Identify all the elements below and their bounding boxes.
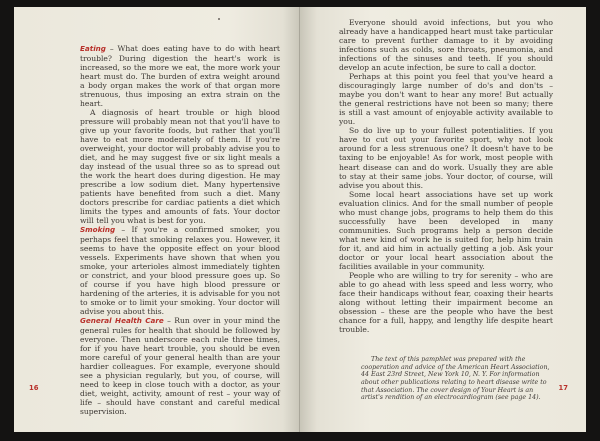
- associations-paragraph: Some local heart associations have set up work evaluation clinics. And for the small number of people who must change jobs, programs to help them do this successfully have been developed in many communities. Such programs help a person decide what new kind of work he is suited for, help him train for it, and aid him in actually getting a job. Ask your doctor or your local heart association about the facilities available in your community.: [339, 189, 553, 271]
- page-number-17: 17: [558, 384, 568, 392]
- print-mark: [218, 18, 220, 20]
- booklet-spread: [14, 7, 586, 432]
- left-page: [14, 7, 300, 432]
- footnote: The text of this pamphlet was prepared with the cooperation and advice of the American Heart Association, 44 East 23rd Street, New York 10, N. Y. For information about other publications relating to heart disease write to that Association. The cover design of Your Heart is an artist's rendition of an electrocardiogram (see page 14).: [361, 356, 550, 402]
- eating-text: – What does eating have to do with heart trouble? During digestion the heart's work is increased, so the more we eat, the more work your heart must do. The burden of extra weight around a body organ makes the work of that organ more strenuous, thus imposing an extra strain on the heart.: [80, 44, 280, 108]
- general-health-text: – Run over in your mind the general rules for health that should be followed by everyone. Then underscore each rule three times, for if you have heart trouble, you should be even more careful of your general health than are your hardier colleagues. For example, everyone should see a physician regularly, but you, of course, will need to keep in close touch with a doctor, as your diet, weight, activity, amount of rest – your way of life – should have constant and careful medical supervision.: [80, 316, 280, 416]
- eating-heading: Eating: [80, 44, 106, 53]
- right-page: [300, 7, 586, 432]
- smoking-paragraph: [80, 225, 280, 316]
- live-up-paragraph: So do live up to your fullest potentialities. If you have to cut out your favorite sport, why not look around for a less strenuous one? It doesn't have to be taxing to be enjoyable! As for work, most people with heart disease can and do work. Usually they are able to stay at their same jobs. Your doctor, of course, will advise you about this.: [339, 126, 553, 190]
- page-number-16: 16: [29, 384, 39, 392]
- diagnosis-paragraph: A diagnosis of heart trouble or high blood pressure will probably mean not that you'll have to give up your favorite foods, but rather that you'll have to eat more moderately of them. If you're overweight, your doctor will probably advise you to diet, and he may suggest five or six light meals a day instead of the usual three so as to spread out the work the heart does during digestion. He may prescribe a low sodium diet. Many hypertensive patients have benefited from such a diet. Many doctors prescribe for cardiac patients a diet which limits the types and amounts of fats. Your doctor will tell you what is best for you.: [80, 107, 280, 226]
- perhaps-paragraph: Perhaps at this point you feel that you've heard a discouragingly large number of do's and don'ts – maybe you don't want to hear any more! But actually the general restrictions have not been so many; there is still a vast amount of enjoyable activity available to you.: [339, 72, 553, 127]
- smoking-heading: Smoking: [80, 225, 116, 235]
- serenity-paragraph: People who are willing to try for serenity – who are able to go ahead with less speed and less worry, who face their handicaps without fear, coaxing their hearts along without letting their impairment become an obsession – these are the people who have the best chance for a full, happy, and lengthy life despite heart trouble.: [339, 270, 553, 335]
- general-health-heading: General Health Care: [80, 316, 164, 325]
- general-health-paragraph: [80, 316, 280, 416]
- eating-paragraph: [80, 44, 280, 108]
- infections-paragraph: Everyone should avoid infections, but you who already have a handicapped heart must take particular care to prevent further damage to it by avoiding infections such as colds, sore throats, pneumonia, and infections of the sinuses and teeth. If you should develop an acute infection, be sure to call a doctor.: [339, 18, 553, 73]
- smoking-text: – If you're a confirmed smoker, you perhaps feel that smoking relaxes you. However, it seems to have the opposite effect on your blood vessels. Experiments have shown that when you smoke, your arterioles almost immediately tighten or constrict, and your blood pressure goes up. So of course if you have high blood pressure or hardening of the arteries, it is advisable for you not to smoke or to limit your smoking. Your doctor will advise you about this.: [80, 225, 280, 316]
